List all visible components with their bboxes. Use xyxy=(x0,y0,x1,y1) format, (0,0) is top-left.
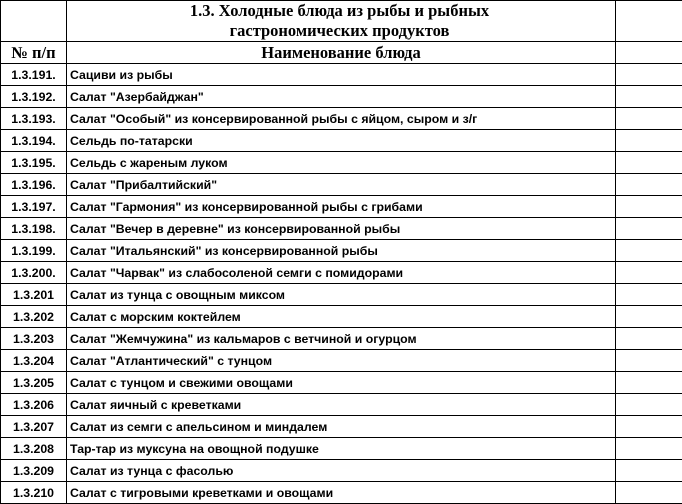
dish-number[interactable]: 1.3.201 xyxy=(1,284,67,306)
extra-cell[interactable] xyxy=(616,482,682,504)
table-row[interactable] xyxy=(1,174,682,196)
table-row[interactable] xyxy=(1,64,682,86)
dish-name[interactable]: Сациви из рыбы xyxy=(67,64,616,86)
title-right-cell xyxy=(616,1,682,22)
table-row[interactable] xyxy=(1,218,682,240)
table-row[interactable] xyxy=(1,372,682,394)
extra-cell[interactable] xyxy=(616,262,682,284)
dish-number[interactable]: 1.3.193. xyxy=(1,108,67,130)
dish-name[interactable]: Салат "Особый" из консервированной рыбы с яйцом, сыром и з/г xyxy=(67,108,616,130)
table-row[interactable] xyxy=(1,240,682,262)
table-row[interactable] xyxy=(1,460,682,482)
section-title-line-1: 1.3. Холодные блюда из рыбы и рыбных xyxy=(67,1,616,22)
dish-number[interactable]: 1.3.206 xyxy=(1,394,67,416)
dish-number[interactable]: 1.3.208 xyxy=(1,438,67,460)
dish-number[interactable]: 1.3.198. xyxy=(1,218,67,240)
extra-cell[interactable] xyxy=(616,152,682,174)
title-left-cell xyxy=(1,1,67,22)
dish-name[interactable]: Тар-тар из муксуна на овощной подушке xyxy=(67,438,616,460)
extra-cell[interactable] xyxy=(616,438,682,460)
table-row[interactable] xyxy=(1,394,682,416)
dish-number[interactable]: 1.3.204 xyxy=(1,350,67,372)
table-row[interactable] xyxy=(1,416,682,438)
dish-number[interactable]: 1.3.209 xyxy=(1,460,67,482)
extra-cell[interactable] xyxy=(616,284,682,306)
extra-cell[interactable] xyxy=(616,130,682,152)
dish-name[interactable]: Салат "Итальянский" из консервированной рыбы xyxy=(67,240,616,262)
table-row[interactable] xyxy=(1,350,682,372)
section-title-row-1 xyxy=(1,1,682,22)
dish-number[interactable]: 1.3.197. xyxy=(1,196,67,218)
dish-name[interactable]: Салат с тунцом и свежими овощами xyxy=(67,372,616,394)
dish-name[interactable]: Салат яичный с креветками xyxy=(67,394,616,416)
extra-cell[interactable] xyxy=(616,218,682,240)
table-row[interactable] xyxy=(1,262,682,284)
dish-name[interactable]: Салат "Гармония" из консервированной рыбы с грибами xyxy=(67,196,616,218)
dish-number[interactable]: 1.3.207 xyxy=(1,416,67,438)
title-right-cell xyxy=(616,21,682,42)
dish-number[interactable]: 1.3.191. xyxy=(1,64,67,86)
dish-name[interactable]: Сельдь с жареным луком xyxy=(67,152,616,174)
table-row[interactable] xyxy=(1,130,682,152)
column-header-name: Наименование блюда xyxy=(67,42,616,64)
dish-number[interactable]: 1.3.195. xyxy=(1,152,67,174)
dish-number[interactable]: 1.3.210 xyxy=(1,482,67,504)
dish-name[interactable]: Салат "Азербайджан" xyxy=(67,86,616,108)
extra-cell[interactable] xyxy=(616,372,682,394)
section-title-row-2 xyxy=(1,21,682,42)
extra-cell[interactable] xyxy=(616,196,682,218)
dish-name[interactable]: Салат из семги с апельсином и миндалем xyxy=(67,416,616,438)
extra-cell[interactable] xyxy=(616,86,682,108)
extra-cell[interactable] xyxy=(616,350,682,372)
dish-number[interactable]: 1.3.199. xyxy=(1,240,67,262)
table-row[interactable] xyxy=(1,438,682,460)
dish-name[interactable]: Салат с морским коктейлем xyxy=(67,306,616,328)
column-header-row xyxy=(1,42,682,64)
extra-cell[interactable] xyxy=(616,64,682,86)
dish-number[interactable]: 1.3.192. xyxy=(1,86,67,108)
dish-name[interactable]: Салат "Прибалтийский" xyxy=(67,174,616,196)
dish-number[interactable]: 1.3.205 xyxy=(1,372,67,394)
extra-cell[interactable] xyxy=(616,328,682,350)
extra-cell[interactable] xyxy=(616,394,682,416)
dish-number[interactable]: 1.3.196. xyxy=(1,174,67,196)
table-row[interactable] xyxy=(1,328,682,350)
dish-name[interactable]: Салат "Чарвак" из слабосоленой семги с помидорами xyxy=(67,262,616,284)
table-row[interactable] xyxy=(1,152,682,174)
extra-cell[interactable] xyxy=(616,174,682,196)
table-row[interactable] xyxy=(1,86,682,108)
title-left-cell xyxy=(1,21,67,42)
table-row[interactable] xyxy=(1,108,682,130)
column-header-number: № п/п xyxy=(1,42,67,64)
extra-cell[interactable] xyxy=(616,240,682,262)
dish-number[interactable]: 1.3.203 xyxy=(1,328,67,350)
dish-number[interactable]: 1.3.194. xyxy=(1,130,67,152)
dish-name[interactable]: Салат из тунца с овощным миксом xyxy=(67,284,616,306)
table-row[interactable] xyxy=(1,482,682,504)
dish-number[interactable]: 1.3.202 xyxy=(1,306,67,328)
column-header-extra xyxy=(616,42,682,64)
table-row[interactable] xyxy=(1,196,682,218)
dish-name[interactable]: Салат "Жемчужина" из кальмаров с ветчиной и огурцом xyxy=(67,328,616,350)
dish-name[interactable]: Салат из тунца с фасолью xyxy=(67,460,616,482)
extra-cell[interactable] xyxy=(616,108,682,130)
extra-cell[interactable] xyxy=(616,460,682,482)
dish-number[interactable]: 1.3.200. xyxy=(1,262,67,284)
dish-name[interactable]: Салат "Вечер в деревне" из консервированной рыбы xyxy=(67,218,616,240)
section-title-line-2: гастрономических продуктов xyxy=(67,21,616,42)
dish-name[interactable]: Салат с тигровыми креветками и овощами xyxy=(67,482,616,504)
extra-cell[interactable] xyxy=(616,416,682,438)
extra-cell[interactable] xyxy=(616,306,682,328)
dish-name[interactable]: Салат "Атлантический" с тунцом xyxy=(67,350,616,372)
dish-name[interactable]: Сельдь по-татарски xyxy=(67,130,616,152)
table-row[interactable] xyxy=(1,306,682,328)
table-row[interactable] xyxy=(1,284,682,306)
